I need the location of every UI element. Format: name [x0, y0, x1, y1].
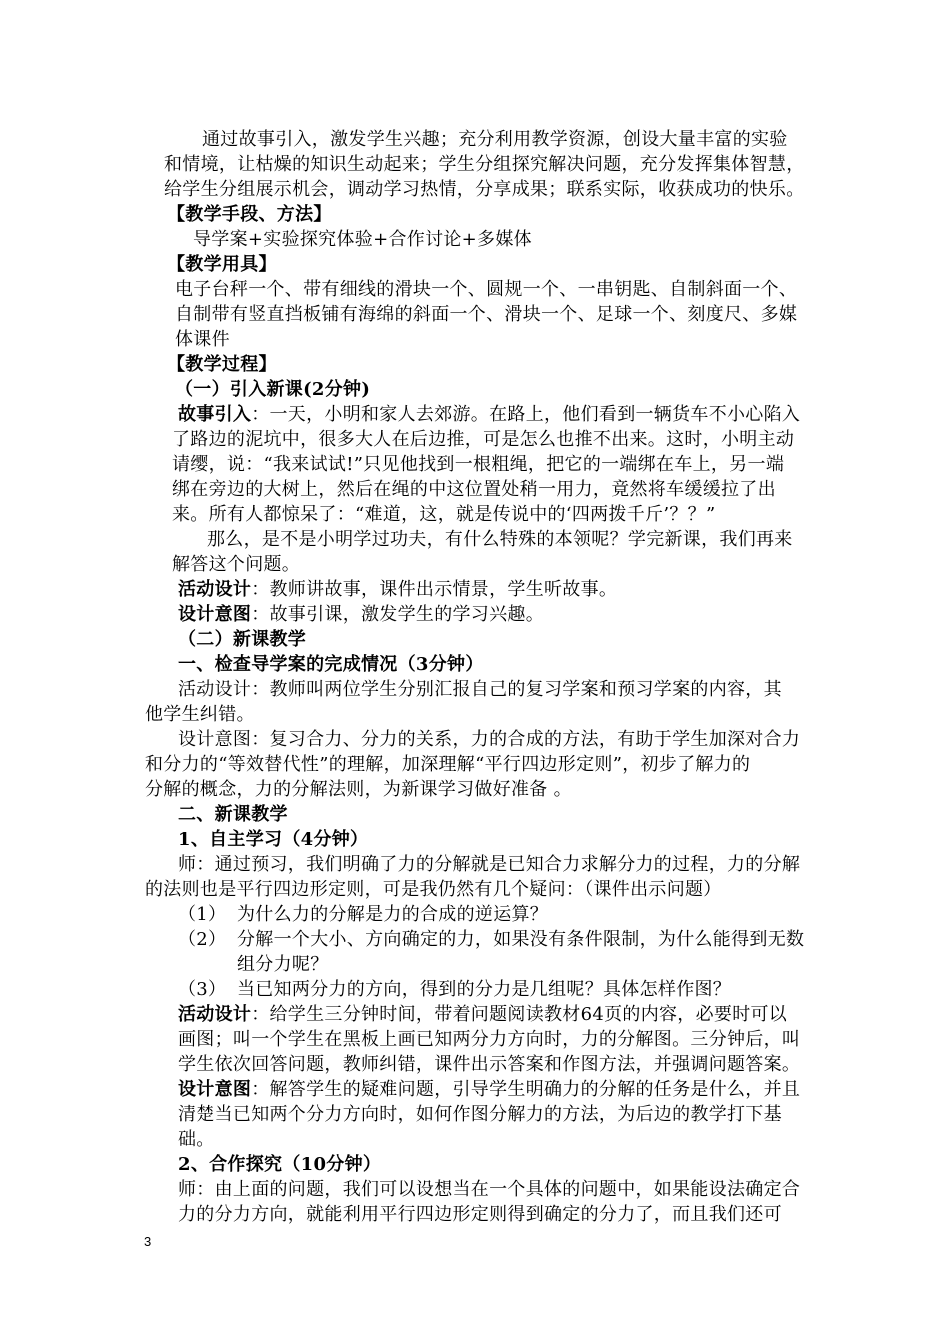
activity-design-2-label: 活动设计 [178, 1004, 252, 1025]
design-intent-label: 设计意图 [178, 604, 252, 625]
new-teaching-heading: 二、新课教学 [178, 804, 288, 825]
question-1-number: （1） [178, 904, 227, 925]
tools-heading: 【教学用具】 [167, 254, 277, 275]
design-intent-2-line-1: 设计意图：解答学生的疑难问题，引导学生明确力的分解的任务是什么，并且 [178, 1079, 801, 1100]
tools-line-3: 体课件 [175, 329, 230, 350]
story-line-3: 请缨，说：“我来试试!”只见他找到一根粗绳，把它的一端绑在车上，另一端 [172, 454, 785, 475]
means-heading: 【教学手段、方法】 [167, 204, 332, 225]
check-line-1: 活动设计：教师叫两位学生分别汇报自己的复习学案和预习学案的内容，其 [178, 679, 782, 700]
cooperative-line-1: 师：由上面的问题，我们可以设想当在一个具体的问题中，如果能设法确定合 [178, 1179, 801, 1200]
check-intent-line-2: 和分力的“等效替代性”的理解，加深理解“平行四边形定则”，初步了解力的 [145, 754, 751, 775]
story-line-4: 绑在旁边的大树上，然后在绳的中这位置处稍一用力，竟然将车缓缓拉了出 [172, 479, 776, 500]
story-line-1: 故事引入：一天，小明和家人去郊游。在路上，他们看到一辆货车不小心陷入 [178, 404, 801, 425]
activity-design-2-line-1: 活动设计：给学生三分钟时间，带着问题阅读教材64页的内容，必要时可以 [178, 1004, 788, 1025]
cooperative-line-2: 力的分力方向，就能利用平行四边形定则得到确定的分力了，而且我们还可 [178, 1204, 782, 1225]
question-3-number: （3） [178, 979, 227, 1000]
process-heading: 【教学过程】 [167, 354, 277, 375]
tools-line-2: 自制带有竖直挡板铺有海绵的斜面一个、滑块一个、足球一个、刻度尺、多媒 [175, 304, 798, 325]
means-text: 导学案+实验探究体验+合作讨论+多媒体 [193, 229, 532, 250]
question-line-2: 解答这个问题。 [172, 554, 301, 575]
question-1-text: 为什么力的分解是力的合成的逆运算？ [237, 904, 549, 925]
activity-design-label: 活动设计 [178, 579, 252, 600]
design-intent-2-line-2: 清楚当已知两个分力方向时，如何作图分解力的方法，为后边的教学打下基 [178, 1104, 782, 1125]
question-3-text: 当已知两分力的方向，得到的分力是几组呢？具体怎样作图？ [237, 979, 732, 1000]
check-heading: 一、检查导学案的完成情况（3分钟） [178, 654, 484, 675]
story-line-2: 了路边的泥坑中，很多大人在后边推，可是怎么也推不出来。这时，小明主动 [172, 429, 795, 450]
cooperative-heading: 2、合作探究（10分钟） [178, 1154, 382, 1175]
story-line-5: 来。所有人都惊呆了：“难道，这，就是传说中的‘四两拨千斤’？？” [172, 504, 716, 525]
subsection-new-teaching: （二）新课教学 [178, 629, 307, 650]
teacher-line-2: 的法则也是平行四边形定则，可是我仍然有几个疑问：（课件出示问题） [145, 879, 722, 900]
design-intent-2-line-3: 础。 [178, 1129, 215, 1150]
self-study-heading: 1、自主学习（4分钟） [178, 829, 369, 850]
intro-line-3: 给学生分组展示机会，调动学习热情，分享成果；联系实际，收获成功的快乐。 [164, 179, 805, 200]
intro-line-2: 和情境，让枯燥的知识生动起来；学生分组探究解决问题，充分发挥集体智慧， [164, 154, 805, 175]
activity-design-2-line-2: 画图；叫一个学生在黑板上画已知两分力方向时，力的分解图。三分钟后，叫 [178, 1029, 801, 1050]
teacher-line-1: 师：通过预习，我们明确了力的分解就是已知合力求解分力的过程，力的分解 [178, 854, 801, 875]
question-2-line-1: 分解一个大小、方向确定的力，如果没有条件限制，为什么能得到无数 [237, 929, 805, 950]
question-line-1: 那么，是不是小明学过功夫，有什么特殊的本领呢？学完新课，我们再来 [207, 529, 793, 550]
design-intent-2-label: 设计意图 [178, 1079, 252, 1100]
question-2-line-2: 组分力呢？ [237, 954, 329, 975]
activity-design-2-line-3: 学生依次回答问题，教师纠错，课件出示答案和作图方法，并强调问题答案。 [178, 1054, 801, 1075]
subsection-intro-new-lesson: （一）引入新课(2分钟) [175, 379, 371, 400]
story-label: 故事引入 [178, 404, 252, 425]
check-intent-line-1: 设计意图：复习合力、分力的关系，力的合成的方法，有助于学生加深对合力 [178, 729, 801, 750]
intro-line-1: 通过故事引入，激发学生兴趣；充分利用教学资源，创设大量丰富的实验 [202, 129, 788, 150]
design-intent-1: 设计意图：故事引课，激发学生的学习兴趣。 [178, 604, 545, 625]
check-intent-line-3: 分解的概念，力的分解法则，为新课学习做好准备 。 [145, 779, 572, 800]
check-line-2: 他学生纠错。 [145, 704, 255, 725]
question-2-number: （2） [178, 929, 227, 950]
page-number: 3 [144, 1234, 152, 1249]
activity-design-1: 活动设计：教师讲故事，课件出示情景，学生听故事。 [178, 579, 618, 600]
tools-line-1: 电子台秤一个、带有细线的滑块一个、圆规一个、一串钥匙、自制斜面一个、 [175, 279, 798, 300]
